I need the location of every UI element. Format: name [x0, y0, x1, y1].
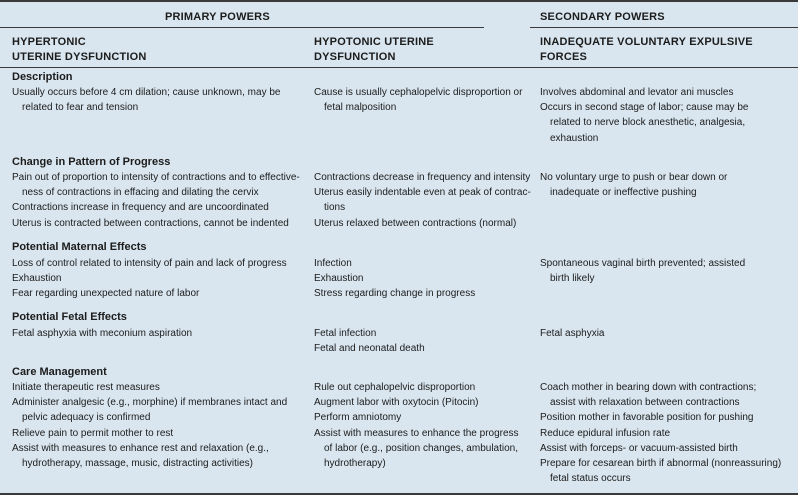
primary-powers-heading: PRIMARY POWERS — [165, 11, 270, 23]
entry-line: Coach mother in bearing down with contractions; — [540, 382, 757, 393]
entry-continuation-line: assist with relaxation between contractions — [550, 397, 740, 409]
entry-line: Infection — [314, 258, 352, 269]
cell-maternal-hypertonic — [12, 256, 287, 302]
cell-entry — [12, 200, 300, 215]
column-header-hypertonic — [12, 35, 147, 65]
entry-line: No voluntary urge to push or bear down or — [540, 172, 728, 183]
entry-continuation-line: fetal malposition — [324, 102, 397, 114]
entry-line: Contractions decrease in frequency and intensity — [314, 172, 531, 183]
cell-entry — [12, 395, 287, 425]
cell-fetal-inadequate — [540, 326, 604, 341]
cell-care-inadequate — [540, 380, 781, 486]
entry-continuation-line: hydrotherapy, massage, music, distracting activities) — [22, 458, 254, 470]
cell-entry — [12, 256, 287, 271]
section-title-change-in-pattern: Change in Pattern of Progress — [12, 156, 171, 168]
cell-entry — [12, 216, 300, 231]
cell-entry — [314, 395, 519, 410]
cell-entry — [314, 271, 475, 286]
cell-description-hypertonic — [12, 85, 280, 115]
cell-maternal-inadequate — [540, 256, 745, 286]
cell-maternal-hypotonic — [314, 256, 475, 302]
section-title-maternal-effects: Potential Maternal Effects — [12, 241, 147, 253]
cell-entry — [12, 441, 287, 471]
entry-continuation-line: exhaustion — [550, 132, 599, 144]
entry-continuation-line: hydrotherapy) — [324, 458, 386, 470]
cell-pattern-inadequate — [540, 170, 727, 200]
cell-entry — [540, 170, 727, 200]
entry-line: Rule out cephalopelvic disproportion — [314, 382, 476, 393]
table-top-rule — [0, 0, 798, 2]
cell-pattern-hypertonic — [12, 170, 300, 231]
cell-entry — [12, 170, 300, 200]
cell-entry — [314, 185, 531, 215]
entry-line: Involves abdominal and levator ani muscles — [540, 87, 734, 98]
entry-line: Fetal asphyxia — [540, 328, 605, 339]
column-header-line: UTERINE DYSFUNCTION — [12, 51, 147, 63]
entry-line: Prepare for cesarean birth if abnormal (nonreassuring) — [540, 458, 782, 470]
column-header-line: FORCES — [540, 51, 588, 63]
column-header-line: INADEQUATE VOLUNTARY EXPULSIVE — [540, 36, 753, 48]
entry-line: Position mother in favorable position for pushing — [540, 412, 754, 424]
entry-line: Uterus relaxed between contractions (normal) — [314, 217, 517, 229]
cell-entry — [314, 326, 425, 341]
column-header-line: HYPOTONIC UTERINE — [314, 36, 434, 48]
cell-entry — [314, 256, 475, 271]
entry-line: Uterus easily indentable even at peak of contrac- — [314, 187, 531, 199]
entry-line: Initiate therapeutic rest measures — [12, 382, 160, 393]
cell-entry — [540, 441, 781, 456]
header-bottom-rule — [0, 67, 798, 68]
entry-continuation-line: birth likely — [550, 273, 595, 285]
cell-entry — [540, 326, 604, 341]
entry-line: Assist with measures to enhance rest and relaxation (e.g., — [12, 442, 269, 454]
entry-line: Stress regarding change in progress — [314, 288, 476, 300]
column-header-line: HYPERTONIC — [12, 36, 86, 48]
section-title-description: Description — [12, 71, 73, 83]
entry-line: Fetal asphyxia with meconium aspiration — [12, 328, 193, 339]
entry-line: Assist with measures to enhance the progress — [314, 427, 519, 439]
cell-entry — [314, 286, 475, 301]
entry-line: Fetal and neonatal death — [314, 343, 425, 355]
cell-entry — [12, 271, 287, 286]
cell-description-inadequate — [540, 85, 748, 146]
entry-line: Spontaneous vaginal birth prevented; assisted — [540, 258, 746, 269]
cell-entry — [314, 85, 522, 115]
entry-continuation-line: pelvic adequacy is confirmed — [22, 412, 151, 424]
cell-entry — [540, 85, 748, 100]
entry-continuation-line: related to nerve block anesthetic, analgesia, — [550, 117, 746, 129]
cell-fetal-hypotonic — [314, 326, 425, 356]
section-title-fetal-effects: Potential Fetal Effects — [12, 311, 127, 323]
section-title-care-management: Care Management — [12, 366, 107, 378]
cell-entry — [12, 326, 192, 341]
entry-line: Contractions increase in frequency and are uncoordinated — [12, 202, 269, 214]
cell-description-hypotonic — [314, 85, 522, 115]
cell-fetal-hypertonic — [12, 326, 192, 341]
column-header-hypotonic — [314, 35, 434, 65]
entry-line: Uterus is contracted between contractions, cannot be indented — [12, 217, 289, 229]
entry-line: Augment labor with oxytocin (Pitocin) — [314, 397, 479, 409]
entry-continuation-line: inadequate or ineffective pushing — [550, 187, 697, 199]
cell-entry — [12, 286, 287, 301]
entry-continuation-line: of labor (e.g., position changes, ambulation, — [324, 442, 519, 454]
secondary-powers-rule — [530, 27, 798, 28]
column-header-line: DYSFUNCTION — [314, 51, 396, 63]
entry-line: Occurs in second stage of labor; cause may be — [540, 102, 749, 114]
cell-entry — [314, 170, 531, 185]
cell-entry — [540, 100, 748, 146]
column-header-inadequate-forces — [540, 35, 753, 65]
entry-line: Perform amniotomy — [314, 412, 402, 424]
entry-line: Usually occurs before 4 cm dilation; cause unknown, may be — [12, 87, 281, 98]
entry-line: Pain out of proportion to intensity of contractions and to effective- — [12, 172, 300, 183]
cell-entry — [540, 426, 781, 441]
cell-entry — [314, 341, 425, 356]
cell-entry — [314, 410, 519, 425]
entry-line: Loss of control related to intensity of pain and lack of progress — [12, 258, 287, 269]
cell-entry — [314, 216, 531, 231]
cell-entry — [314, 380, 519, 395]
entry-line: Exhaustion — [314, 273, 364, 285]
cell-care-hypertonic — [12, 380, 287, 471]
cell-entry — [540, 380, 781, 410]
entry-line: Relieve pain to permit mother to rest — [12, 427, 174, 439]
cell-entry — [12, 380, 287, 395]
cell-entry — [314, 426, 519, 472]
cell-entry — [540, 456, 781, 486]
cell-entry — [12, 85, 280, 115]
entry-line: Reduce epidural infusion rate — [540, 427, 671, 439]
entry-line: Assist with forceps- or vacuum-assisted birth — [540, 442, 738, 454]
secondary-powers-heading: SECONDARY POWERS — [540, 11, 665, 23]
cell-entry — [540, 256, 745, 286]
entry-continuation-line: fetal status occurs — [550, 473, 631, 485]
cell-entry — [12, 426, 287, 441]
cell-care-hypotonic — [314, 380, 519, 471]
entry-line: Exhaustion — [12, 273, 62, 285]
entry-line: Cause is usually cephalopelvic disproportion or — [314, 87, 523, 98]
entry-line: Fear regarding unexpected nature of labor — [12, 288, 200, 300]
entry-continuation-line: ness of contractions in effacing and dilating the cervix — [22, 187, 259, 199]
cell-entry — [540, 410, 781, 425]
entry-continuation-line: related to fear and tension — [22, 102, 139, 114]
entry-line: Fetal infection — [314, 328, 377, 339]
cell-pattern-hypotonic — [314, 170, 531, 231]
entry-line: Administer analgesic (e.g., morphine) if membranes intact and — [12, 397, 288, 409]
primary-powers-rule — [0, 27, 484, 28]
entry-continuation-line: tions — [324, 202, 346, 214]
